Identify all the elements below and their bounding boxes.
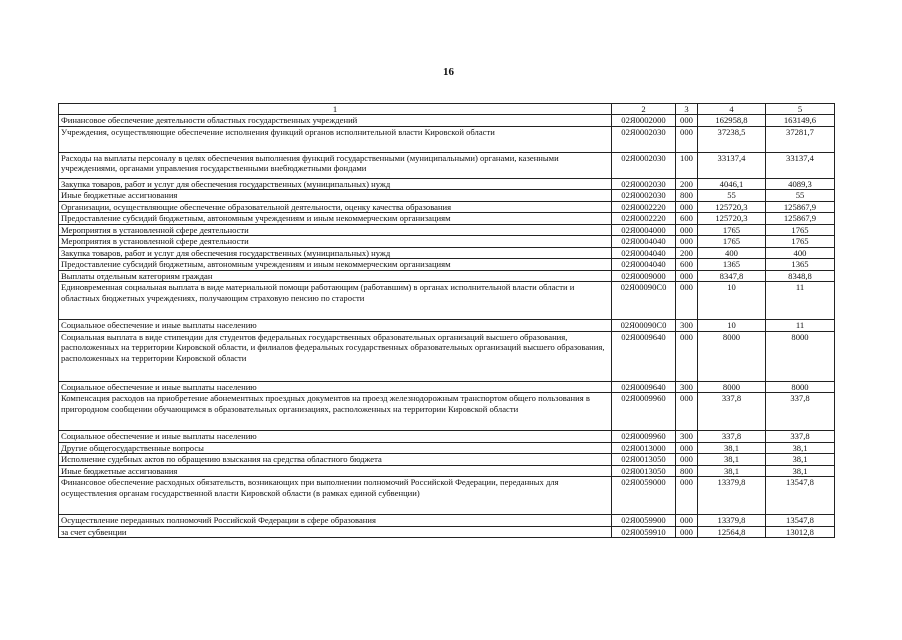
row-value-year2-cell: 38,1 — [766, 465, 835, 476]
row-expense-type-cell: 600 — [676, 259, 698, 270]
row-value-year1-cell: 8347,8 — [698, 270, 766, 281]
table-row — [59, 178, 835, 189]
table-row — [59, 477, 835, 515]
row-expense-type-cell: 200 — [676, 178, 698, 189]
row-expense-type-cell: 000 — [676, 201, 698, 212]
table-row — [59, 270, 835, 281]
header-cell: 2 — [612, 104, 676, 115]
table-row — [59, 465, 835, 476]
row-expense-type-cell: 800 — [676, 465, 698, 476]
row-expense-type-cell: 000 — [676, 224, 698, 235]
row-value-year1-cell: 55 — [698, 190, 766, 201]
table-header-row — [59, 104, 835, 115]
row-value-year2-cell: 8348,8 — [766, 270, 835, 281]
row-expense-type-cell: 600 — [676, 213, 698, 224]
row-name-cell: Мероприятия в установленной сфере деятельности — [59, 236, 612, 247]
row-code-cell: 02Я00090С0 — [612, 320, 676, 331]
row-name-cell: Социальное обеспечение и иные выплаты населению — [59, 381, 612, 392]
row-expense-type-cell: 000 — [676, 393, 698, 431]
row-expense-type-cell: 200 — [676, 247, 698, 258]
table-row — [59, 224, 835, 235]
table-row — [59, 454, 835, 465]
table-row — [59, 515, 835, 526]
row-value-year1-cell: 38,1 — [698, 442, 766, 453]
row-value-year2-cell: 33137,4 — [766, 152, 835, 178]
table-row — [59, 526, 835, 537]
row-expense-type-cell: 000 — [676, 270, 698, 281]
row-name-cell: Другие общегосударственные вопросы — [59, 442, 612, 453]
row-code-cell: 02Я0009000 — [612, 270, 676, 281]
row-value-year2-cell: 11 — [766, 320, 835, 331]
row-code-cell: 02Я0004000 — [612, 224, 676, 235]
row-value-year2-cell: 13547,8 — [766, 477, 835, 515]
row-code-cell: 02Я0009960 — [612, 393, 676, 431]
row-value-year2-cell: 400 — [766, 247, 835, 258]
row-value-year1-cell: 13379,8 — [698, 515, 766, 526]
row-expense-type-cell: 000 — [676, 442, 698, 453]
row-value-year2-cell: 13547,8 — [766, 515, 835, 526]
row-code-cell: 02Я0002220 — [612, 201, 676, 212]
row-code-cell: 02Я0059910 — [612, 526, 676, 537]
row-value-year1-cell: 337,8 — [698, 431, 766, 442]
row-value-year2-cell: 4089,3 — [766, 178, 835, 189]
row-value-year2-cell: 1365 — [766, 259, 835, 270]
row-value-year1-cell: 37238,5 — [698, 126, 766, 152]
row-expense-type-cell: 300 — [676, 320, 698, 331]
row-expense-type-cell: 300 — [676, 431, 698, 442]
row-value-year2-cell: 125867,9 — [766, 201, 835, 212]
row-name-cell: Закупка товаров, работ и услуг для обеспечения государственных (муниципальных) нужд — [59, 247, 612, 258]
row-value-year1-cell: 12564,8 — [698, 526, 766, 537]
table-row — [59, 126, 835, 152]
row-name-cell: Организации, осуществляющие обеспечение образовательной деятельности, оценку качества образования — [59, 201, 612, 212]
row-code-cell: 02Я0004040 — [612, 259, 676, 270]
row-value-year1-cell: 10 — [698, 320, 766, 331]
row-value-year2-cell: 8000 — [766, 381, 835, 392]
row-expense-type-cell: 000 — [676, 236, 698, 247]
row-name-cell: Предоставление субсидий бюджетным, автономным учреждениям и иным некоммерческим организациям — [59, 213, 612, 224]
row-code-cell: 02Я0009960 — [612, 431, 676, 442]
row-expense-type-cell: 800 — [676, 190, 698, 201]
row-name-cell: Финансовое обеспечение деятельности областных государственных учреждений — [59, 115, 612, 126]
row-value-year1-cell: 33137,4 — [698, 152, 766, 178]
row-code-cell: 02Я0009640 — [612, 381, 676, 392]
header-cell: 5 — [766, 104, 835, 115]
row-value-year1-cell: 4046,1 — [698, 178, 766, 189]
row-value-year2-cell: 1765 — [766, 224, 835, 235]
row-name-cell: Закупка товаров, работ и услуг для обеспечения государственных (муниципальных) нужд — [59, 178, 612, 189]
row-value-year2-cell: 163149,6 — [766, 115, 835, 126]
row-code-cell: 02Я0013050 — [612, 454, 676, 465]
row-code-cell: 02Я00090С0 — [612, 282, 676, 320]
row-code-cell: 02Я0009640 — [612, 331, 676, 381]
row-code-cell: 02Я0059000 — [612, 477, 676, 515]
row-code-cell: 02Я0002030 — [612, 126, 676, 152]
table-row — [59, 282, 835, 320]
row-value-year2-cell: 13012,8 — [766, 526, 835, 537]
row-name-cell: Иные бюджетные ассигнования — [59, 465, 612, 476]
row-name-cell: Расходы на выплаты персоналу в целях обеспечения выполнения функций государственными (муниципальными) органами, казенными учреждениями, органами управления государственными внебюджетными фондами — [59, 152, 612, 178]
row-expense-type-cell: 300 — [676, 381, 698, 392]
row-value-year1-cell: 1365 — [698, 259, 766, 270]
row-name-cell: Иные бюджетные ассигнования — [59, 190, 612, 201]
row-value-year2-cell: 8000 — [766, 331, 835, 381]
row-name-cell: Социальное обеспечение и иные выплаты населению — [59, 320, 612, 331]
header-cell: 4 — [698, 104, 766, 115]
budget-table — [58, 103, 835, 538]
row-value-year1-cell: 400 — [698, 247, 766, 258]
row-value-year1-cell: 10 — [698, 282, 766, 320]
table-row — [59, 259, 835, 270]
row-code-cell: 02Я0002220 — [612, 213, 676, 224]
row-expense-type-cell: 000 — [676, 282, 698, 320]
table-row — [59, 331, 835, 381]
header-cell: 1 — [59, 104, 612, 115]
row-name-cell: Мероприятия в установленной сфере деятельности — [59, 224, 612, 235]
row-expense-type-cell: 000 — [676, 477, 698, 515]
table-row — [59, 393, 835, 431]
row-expense-type-cell: 000 — [676, 515, 698, 526]
row-expense-type-cell: 100 — [676, 152, 698, 178]
row-expense-type-cell: 000 — [676, 331, 698, 381]
row-value-year1-cell: 125720,3 — [698, 213, 766, 224]
row-value-year2-cell: 38,1 — [766, 454, 835, 465]
row-expense-type-cell: 000 — [676, 115, 698, 126]
row-value-year1-cell: 8000 — [698, 331, 766, 381]
row-value-year1-cell: 13379,8 — [698, 477, 766, 515]
row-name-cell: Осуществление переданных полномочий Российской Федерации в сфере образования — [59, 515, 612, 526]
row-name-cell: Исполнение судебных актов по обращению взыскания на средства областного бюджета — [59, 454, 612, 465]
row-value-year2-cell: 337,8 — [766, 431, 835, 442]
table-row — [59, 431, 835, 442]
table-row — [59, 320, 835, 331]
row-code-cell: 02Я0004040 — [612, 236, 676, 247]
table-row — [59, 213, 835, 224]
row-code-cell: 02Я0002030 — [612, 190, 676, 201]
row-value-year2-cell: 37281,7 — [766, 126, 835, 152]
row-code-cell: 02Я0002030 — [612, 178, 676, 189]
table-row — [59, 236, 835, 247]
row-name-cell: Предоставление субсидий бюджетным, автономным учреждениям и иным некоммерческим организациям — [59, 259, 612, 270]
row-value-year1-cell: 1765 — [698, 236, 766, 247]
row-value-year1-cell: 125720,3 — [698, 201, 766, 212]
row-name-cell: Учреждения, осуществляющие обеспечение исполнения функций органов исполнительной власти Кировской области — [59, 126, 612, 152]
row-name-cell: Компенсация расходов на приобретение абонементных проездных документов на проезд железнодорожным транспортом общего пользования в пригородном сообщении обучающимся в образовательных организациях, расположенных на территории Кировской области — [59, 393, 612, 431]
row-value-year1-cell: 337,8 — [698, 393, 766, 431]
table-row — [59, 247, 835, 258]
table-row — [59, 381, 835, 392]
row-code-cell: 02Я0002000 — [612, 115, 676, 126]
row-value-year2-cell: 55 — [766, 190, 835, 201]
row-name-cell: Выплаты отдельным категориям граждан — [59, 270, 612, 281]
row-value-year2-cell: 11 — [766, 282, 835, 320]
row-code-cell: 02Я0013050 — [612, 465, 676, 476]
row-value-year1-cell: 1765 — [698, 224, 766, 235]
table-row — [59, 152, 835, 178]
row-value-year2-cell: 125867,9 — [766, 213, 835, 224]
row-value-year1-cell: 162958,8 — [698, 115, 766, 126]
row-value-year2-cell: 38,1 — [766, 442, 835, 453]
table-row — [59, 201, 835, 212]
header-cell: 3 — [676, 104, 698, 115]
row-code-cell: 02Я0013000 — [612, 442, 676, 453]
row-expense-type-cell: 000 — [676, 526, 698, 537]
row-expense-type-cell: 000 — [676, 126, 698, 152]
row-value-year2-cell: 1765 — [766, 236, 835, 247]
row-value-year1-cell: 38,1 — [698, 454, 766, 465]
row-name-cell: Социальная выплата в виде стипендии для студентов федеральных государственных образовательных организаций высшего образования, расположенных на территории Кировской области, и филиалов федеральных государственных образовательных организаций высшего образования, расположенных на территории Кировской области — [59, 331, 612, 381]
row-value-year1-cell: 8000 — [698, 381, 766, 392]
row-code-cell: 02Я0059900 — [612, 515, 676, 526]
row-name-cell: за счет субвенции — [59, 526, 612, 537]
row-code-cell: 02Я0002030 — [612, 152, 676, 178]
row-name-cell: Финансовое обеспечение расходных обязательств, возникающих при выполнении полномочий Российской Федерации, переданных для осуществления органам государственной власти Кировской области (в рамках единой субвенции) — [59, 477, 612, 515]
table-row — [59, 442, 835, 453]
table-row — [59, 115, 835, 126]
table-row — [59, 190, 835, 201]
page-number: 16 — [443, 66, 454, 78]
row-value-year2-cell: 337,8 — [766, 393, 835, 431]
row-code-cell: 02Я0004040 — [612, 247, 676, 258]
row-name-cell: Социальное обеспечение и иные выплаты населению — [59, 431, 612, 442]
row-expense-type-cell: 000 — [676, 454, 698, 465]
row-value-year1-cell: 38,1 — [698, 465, 766, 476]
row-name-cell: Единовременная социальная выплата в виде материальной помощи работающим (работавшим) в органах исполнительной власти области и областных бюджетных учреждениях, получающим страховую пенсию по старости — [59, 282, 612, 320]
